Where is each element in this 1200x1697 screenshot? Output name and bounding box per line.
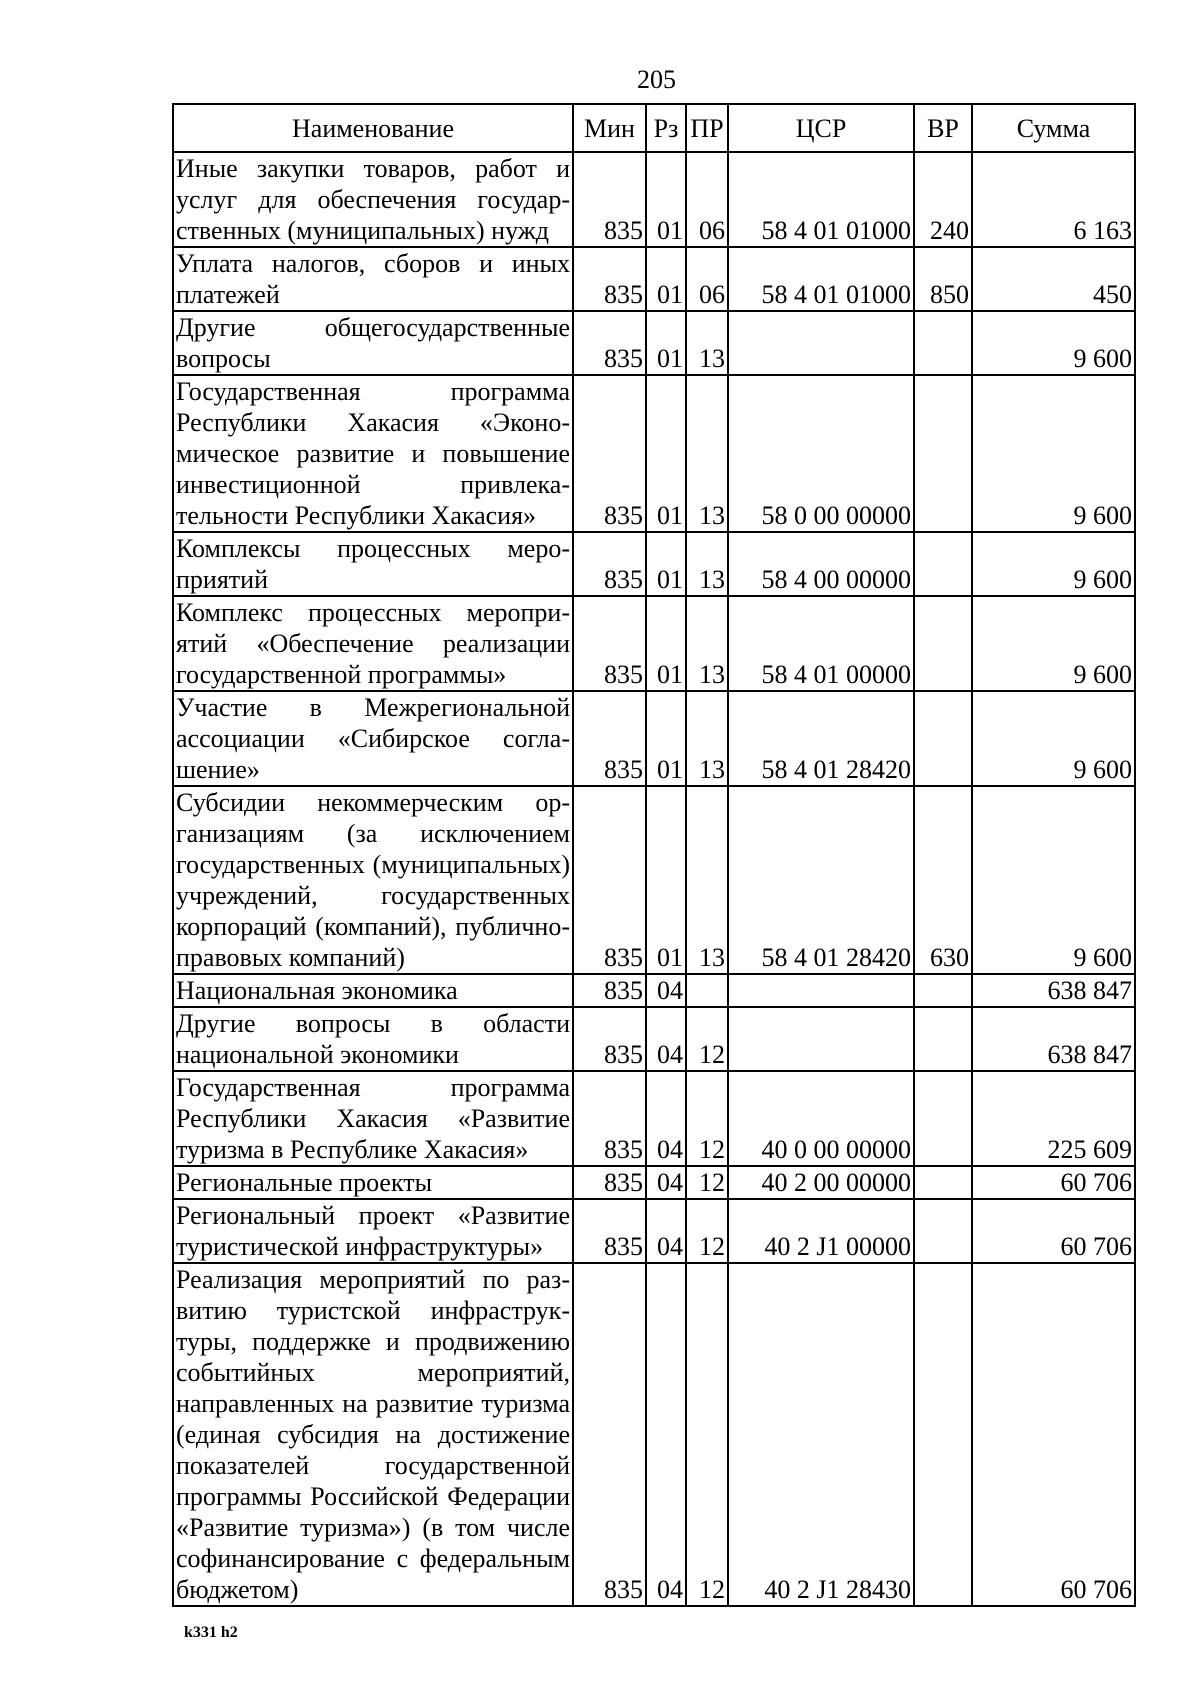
row-sum: 638 847 [972,974,1135,1007]
row-sum: 225 609 [972,1071,1135,1166]
row-pr: 13 [686,311,728,375]
table-row [173,1007,1135,1071]
table-row [173,1166,1135,1199]
row-min: 835 [573,375,646,532]
header-min: Мин [573,104,646,152]
row-vr: 630 [914,786,972,974]
table-row [173,786,1135,974]
row-sum: 6 163 [972,152,1135,247]
row-rz: 01 [646,152,686,247]
row-csr: 58 4 01 28420 [728,786,914,974]
row-rz: 04 [646,1199,686,1263]
row-csr: 58 0 00 00000 [728,375,914,532]
table-row [173,1199,1135,1263]
row-sum: 60 706 [972,1199,1135,1263]
row-sum: 9 600 [972,532,1135,596]
row-sum: 9 600 [972,786,1135,974]
row-csr [728,974,914,1007]
row-min: 835 [573,691,646,786]
row-csr [728,311,914,375]
row-csr: 58 4 01 01000 [728,247,914,311]
row-name: Другие вопросы в области национальной экономики [173,1007,573,1071]
row-rz: 01 [646,247,686,311]
row-csr: 40 2 00 00000 [728,1166,914,1199]
row-pr: 06 [686,247,728,311]
row-rz: 04 [646,1166,686,1199]
table-row [173,152,1135,247]
row-pr: 13 [686,532,728,596]
row-sum: 9 600 [972,375,1135,532]
row-rz: 01 [646,311,686,375]
row-csr: 58 4 00 00000 [728,532,914,596]
table-row [173,596,1135,691]
row-min: 835 [573,1007,646,1071]
row-name: Иные закупки товаров, работ и услуг для обеспечения государственных (муниципальных) нужд [173,152,573,247]
row-csr: 58 4 01 00000 [728,596,914,691]
footer-code: k331 h2 [184,1624,238,1641]
table-row [173,691,1135,786]
row-vr: 240 [914,152,972,247]
row-vr [914,311,972,375]
table-row [173,532,1135,596]
row-rz: 01 [646,596,686,691]
row-vr [914,1071,972,1166]
row-min: 835 [573,247,646,311]
row-pr: 12 [686,1007,728,1071]
row-rz: 01 [646,691,686,786]
row-min: 835 [573,1166,646,1199]
row-vr [914,596,972,691]
row-vr [914,532,972,596]
row-csr [728,1007,914,1071]
row-min: 835 [573,1263,646,1606]
row-csr: 58 4 01 28420 [728,691,914,786]
header-vr: ВР [914,104,972,152]
row-pr: 13 [686,786,728,974]
row-csr: 40 0 00 00000 [728,1071,914,1166]
row-sum: 638 847 [972,1007,1135,1071]
table-row [173,247,1135,311]
row-sum: 450 [972,247,1135,311]
header-sum: Сумма [972,104,1135,152]
row-min: 835 [573,532,646,596]
page-number: 205 [637,65,676,94]
row-vr [914,974,972,1007]
row-pr: 12 [686,1166,728,1199]
row-min: 835 [573,974,646,1007]
row-name: Другие общегосударственные вопросы [173,311,573,375]
row-vr [914,1263,972,1606]
row-pr: 13 [686,691,728,786]
row-name: Комплексы процессных мероприятий [173,532,573,596]
row-name: Национальная экономика [173,974,573,1007]
row-name: Участие в Межрегиональной ассоциации «Сибирское соглашение» [173,691,573,786]
row-name: Уплата налогов, сборов и иных платежей [173,247,573,311]
row-rz: 01 [646,532,686,596]
table-row [173,1071,1135,1166]
row-name: Реализация мероприятий по развитию туристской инфраструктуры, поддержке и продвижению событийных мероприятий, направленных на развитие туризма (единая субсидия на достижение показателей государственной программы Российской Федерации «Развитие туризма») (в том числе софинансирование с федеральным бюджетом) [173,1263,573,1606]
row-rz: 04 [646,1007,686,1071]
row-csr: 58 4 01 01000 [728,152,914,247]
row-vr [914,375,972,532]
row-min: 835 [573,596,646,691]
table-header-row [173,104,1135,152]
row-name: Комплекс процессных мероприятий «Обеспечение реализации государственной программы» [173,596,573,691]
row-rz: 04 [646,974,686,1007]
row-rz: 04 [646,1071,686,1166]
row-rz: 01 [646,786,686,974]
row-sum: 60 706 [972,1166,1135,1199]
row-name: Субсидии некоммерческим организациям (за исключением государственных (муниципальных) учреждений, государственных корпораций (компаний), публично-правовых компаний) [173,786,573,974]
row-rz: 04 [646,1263,686,1606]
row-pr: 12 [686,1071,728,1166]
row-sum: 9 600 [972,311,1135,375]
row-min: 835 [573,152,646,247]
row-name: Региональный проект «Развитие туристической инфраструктуры» [173,1199,573,1263]
row-sum: 60 706 [972,1263,1135,1606]
row-name: Государственная программа Республики Хакасия «Экономическое развитие и повышение инвестиционной привлекательности Республики Хакасия» [173,375,573,532]
row-sum: 9 600 [972,691,1135,786]
budget-table [172,103,1136,1607]
row-pr: 06 [686,152,728,247]
table-row [173,974,1135,1007]
row-csr: 40 2 J1 28430 [728,1263,914,1606]
header-csr: ЦСР [728,104,914,152]
row-csr: 40 2 J1 00000 [728,1199,914,1263]
row-pr: 13 [686,596,728,691]
row-min: 835 [573,1071,646,1166]
row-name: Региональные проекты [173,1166,573,1199]
row-name: Государственная программа Республики Хакасия «Развитие туризма в Республике Хакасия» [173,1071,573,1166]
header-pr: ПР [686,104,728,152]
row-sum: 9 600 [972,596,1135,691]
row-pr [686,974,728,1007]
row-vr [914,1166,972,1199]
table-row [173,311,1135,375]
row-vr [914,1007,972,1071]
row-pr: 12 [686,1199,728,1263]
table-row [173,1263,1135,1606]
row-min: 835 [573,311,646,375]
row-pr: 12 [686,1263,728,1606]
row-pr: 13 [686,375,728,532]
header-name: Наименование [173,104,573,152]
row-min: 835 [573,1199,646,1263]
row-vr [914,691,972,786]
row-rz: 01 [646,375,686,532]
table-row [173,375,1135,532]
header-rz: Рз [646,104,686,152]
row-vr: 850 [914,247,972,311]
row-min: 835 [573,786,646,974]
row-vr [914,1199,972,1263]
